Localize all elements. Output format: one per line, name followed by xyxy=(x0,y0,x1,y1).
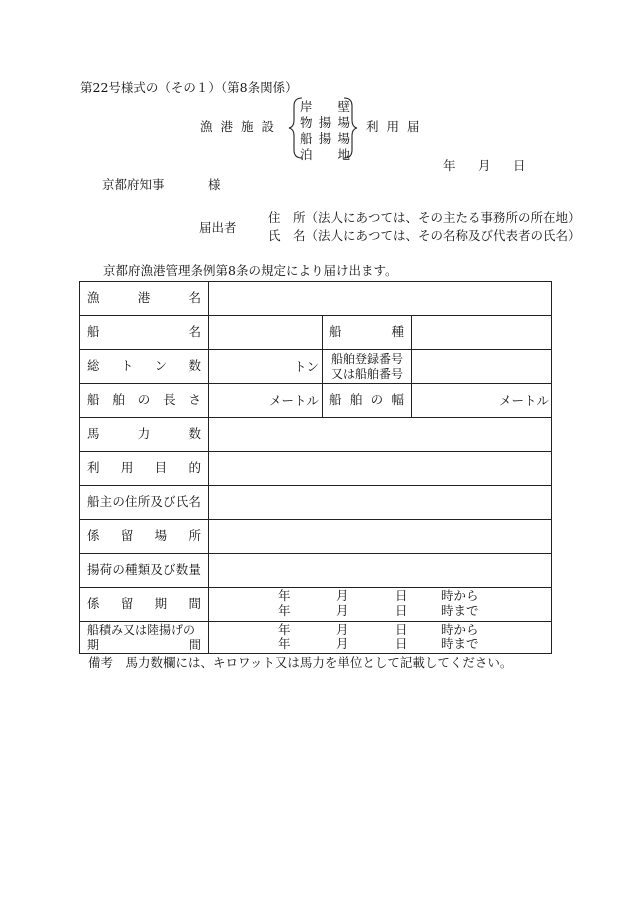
row-label-haba: 船 舶 の 幅 xyxy=(329,392,404,407)
field-niage[interactable] xyxy=(210,555,550,586)
period1-to-month: 月 xyxy=(336,603,349,618)
period1-to-day: 日 xyxy=(395,603,408,618)
remarks-note: 備考 馬力数欄には、キロワット又は馬力を単位として記載してください。 xyxy=(88,655,513,670)
field-basho[interactable] xyxy=(210,521,550,552)
row-label-sennushi: 船 主 の 住 所 及 び 氏 名 xyxy=(87,494,201,509)
period1-from-day: 日 xyxy=(395,588,408,603)
facility-option-hakuchi: 泊地 xyxy=(300,147,350,162)
period2-to-day: 日 xyxy=(395,636,408,651)
period2-from-month: 月 xyxy=(336,622,349,637)
field-touroku[interactable] xyxy=(413,351,550,382)
facility-prefix: 漁港施設 xyxy=(200,119,283,134)
field-gyokomei[interactable] xyxy=(210,283,550,314)
facility-suffix: 利用届 xyxy=(366,119,428,134)
field-sennushi[interactable] xyxy=(210,487,550,518)
row-label-keiryu-kikan: 係 留 期 間 xyxy=(87,596,201,611)
date-month: 月 xyxy=(478,158,491,173)
row-label-mokuteki: 利 用 目 的 xyxy=(87,460,201,475)
facility-option-funaagejo: 船揚場 xyxy=(300,131,350,146)
row-label-soton: 総 ト ン 数 xyxy=(87,358,201,373)
field-senshu[interactable] xyxy=(413,317,550,348)
period1-from-year: 年 xyxy=(278,588,291,603)
facility-option-gansheki: 岸壁 xyxy=(300,99,350,114)
row-label-basho: 係 留 場 所 xyxy=(87,528,201,543)
row-label-gyokomei: 漁 港 名 xyxy=(87,290,201,305)
row-label-niage: 揚 荷 の 種 類 及 び 数 量 xyxy=(87,562,201,577)
row-label-nagasa: 船 舶 の 長 さ xyxy=(87,392,201,407)
regulation-statement: 京都府漁港管理条例第8条の規定により届け出ます。 xyxy=(103,263,398,278)
field-bariki[interactable] xyxy=(210,419,550,450)
field-senmei[interactable] xyxy=(210,317,321,348)
period1-from-month: 月 xyxy=(336,588,349,603)
period2-from-day: 日 xyxy=(395,622,408,637)
addressee: 京都府知事 xyxy=(102,177,165,192)
addressee-honorific: 様 xyxy=(208,177,221,192)
row-label-bariki: 馬 力 数 xyxy=(87,426,201,441)
facility-options xyxy=(300,99,350,163)
date-day: 日 xyxy=(513,158,526,173)
period2-from-time: 時から xyxy=(441,622,479,637)
unit-meter-width: メートル xyxy=(499,393,550,408)
field-mokuteki[interactable] xyxy=(210,453,550,484)
row-label-senmei: 船 名 xyxy=(87,324,201,339)
period2-to-month: 月 xyxy=(336,636,349,651)
row-label-senshu: 船 種 xyxy=(329,324,404,339)
period2-from-year: 年 xyxy=(278,622,291,637)
form-table xyxy=(79,281,552,653)
unit-ton: トン xyxy=(294,359,320,374)
applicant-address-line: 住 所（法人にあつては、その主たる事務所の所在地） xyxy=(268,210,581,225)
applicant-label: 届出者 xyxy=(199,220,237,235)
form-number: 第22号様式の（その１）（第8条関係） xyxy=(80,80,298,95)
row-label-funazumi: 船積み又は陸揚げの 期 間 xyxy=(87,623,201,652)
period1-to-year: 年 xyxy=(278,603,291,618)
facility-option-buttagejo: 物揚場 xyxy=(300,115,350,130)
row-label-touroku: 船舶登録番号 又は船舶番号 xyxy=(331,352,404,381)
applicant-name-line: 氏 名（法人にあつては、その名称及び代表者の氏名） xyxy=(268,228,581,243)
date-year: 年 xyxy=(443,158,456,173)
unit-meter-length: メートル xyxy=(269,393,320,408)
period2-to-time: 時まで xyxy=(441,636,479,651)
period1-from-time: 時から xyxy=(441,588,479,603)
period2-to-year: 年 xyxy=(278,636,291,651)
period1-to-time: 時まで xyxy=(441,603,479,618)
